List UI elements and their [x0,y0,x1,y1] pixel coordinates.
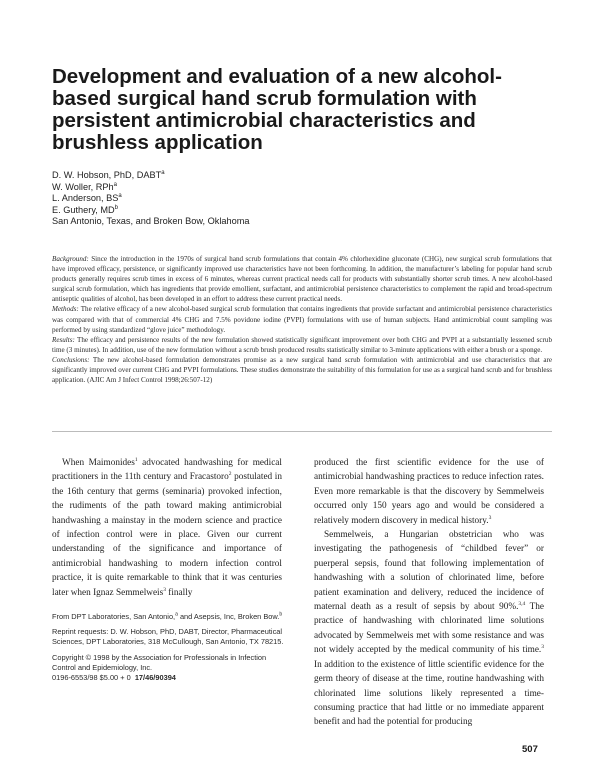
footnotes [52,612,284,688]
author-1: D. W. Hobson, PhD, DABT$^a$ [52,169,165,180]
body-column-left [52,456,282,600]
body-paragraph: Semmelweis, a Hungarian obstetrician who was investigating the pathogenesis of “childbed fever” or puerperal sepsis, found that following implementation of handwashing with a solution of chlorinated lime, before patient examination and delivery, reduced the incidence of maternal death as a result of sepsis by about 90%.$^{3,4}$ The practice of handwashing with chlorinated lime solutions advocated by Semmelweis met with some resistance and was not widely accepted by the medical community of his time.$^3$ In addition to the existence of little scientific evidence for the germ theory of disease at the time, routine handwashing with chlorinated lime solutions likely represented a time-consuming practice that had little or no immediate apparent benefit and had the potential for producing [314,530,545,728]
footnote-affiliation: From DPT Laboratories, San Antonio,$^a$ and Asepsis, Inc, Broken Bow.$^b$ [52,611,283,621]
abstract-conclusions: Conclusions: The new alcohol-based formulation demonstrates promise as a new surgical hand scrub formulation with antimicrobial and use characteristics that are significantly improved over current CHG and PVPI formulations. These studies demonstrate the suitability of this formulation for use as a surgical hand scrub and for brushless application. (AJIC Am J Infect Control 1998;26:507-12) [52,355,552,385]
author-location: San Antonio, Texas, and Broken Bow, Oklahoma [52,216,250,227]
section-divider [52,431,552,432]
author-3: L. Anderson, $BS^a$ [52,193,122,204]
page-number: 507 [522,744,538,755]
abstract [52,254,552,385]
article-title: Development and evaluation of a new alcohol-based surgical hand scrub formulation with persistent antimicrobial characteristics and brushless application [52,65,502,154]
body-paragraph: produced the first scientific evidence for the use of antimicrobial handwashing practices to reduce infection rates. Even more remarkable is that the discovery by Semmelweis occurred only 150 years ago and would be considered a relatively modern discovery in medical history.$^3$ [314,458,544,526]
abstract-methods: Methods: The relative efficacy of a new alcohol-based surgical scrub formulation that contains ingredients that provide surfactant and antimicrobial persistence characteristics was compared with that of commercial 4% CHG and 7.5% povidone iodine (PVPI) formulations with use of human subjects. Hand antimicrobial count sampling was performed by using standardized “glove juice” methodology. [52,305,552,334]
abstract-background: Background: Since the introduction in the 1970s of surgical hand scrub formulations that contain 4% chlorhexidine gluconate (CHG), new surgical scrub formulations that have improved efficacy, persistence, or significantly improved use characteristics have not been forthcoming. In addition, the manufacturer’s labeling for popular hand scrub products generally requires scrub times in excess of 6 minutes, whereas current practical needs call for products with substantially shorter scrub times. A new alcohol-based surgical scrub formulation, which has ingredients that provide emollient, surfactant, and antimicrobial persistence characteristics to complement the rapid and broad-spectrum antiseptic qualities of alcohol, has been developed in an effort to address these current practical needs. [52,255,552,304]
abstract-results: Results: The efficacy and persistence results of the new formulation showed statistically significant improvement over both CHG and PVPI at a substantially lessened scrub time (3 minutes). In addition, use of the new formulation without a scrub brush produced results statistically similar to 3-minute applications with either a brush or a sponge. [52,335,553,354]
footnote-reprint: Reprint requests: D. W. Hobson, PhD, DABT, Director, Pharmaceutical Sciences, DPT Laboratories, 318 McCullough, San Antonio, TX 78215. [52,627,284,647]
footnote-copyright: Copyright © 1998 by the Association for Professionals in Infection Control and Epidemiology, Inc. [52,652,267,672]
author-4: E. Guthery, $MD^b$ [52,204,118,215]
footnote-code: 0196-6553/98 $5.00 + 0 17/46/90394 [52,673,176,683]
body-paragraph: When Maimonides$^1$ advocated handwashing for medical practitioners in the 11th century and Fracastoro$^2$ postulated in the 16th century that germs (seminaria) provoked infection, the rudiments of the path toward making antimicrobial handwashing a mainstay in the modern science and practice of infection control were in place. Given our current understanding of the significance and importance of antimicrobial handwashing to modern infection control practice, it is quite remarkable to think that it was centuries later when Ignaz Semmelweis$^3$ finally [52,456,282,598]
body-column-right [314,456,544,730]
author-2: W. Woller, RPh$^a$ [52,181,117,192]
author-block [52,170,452,228]
